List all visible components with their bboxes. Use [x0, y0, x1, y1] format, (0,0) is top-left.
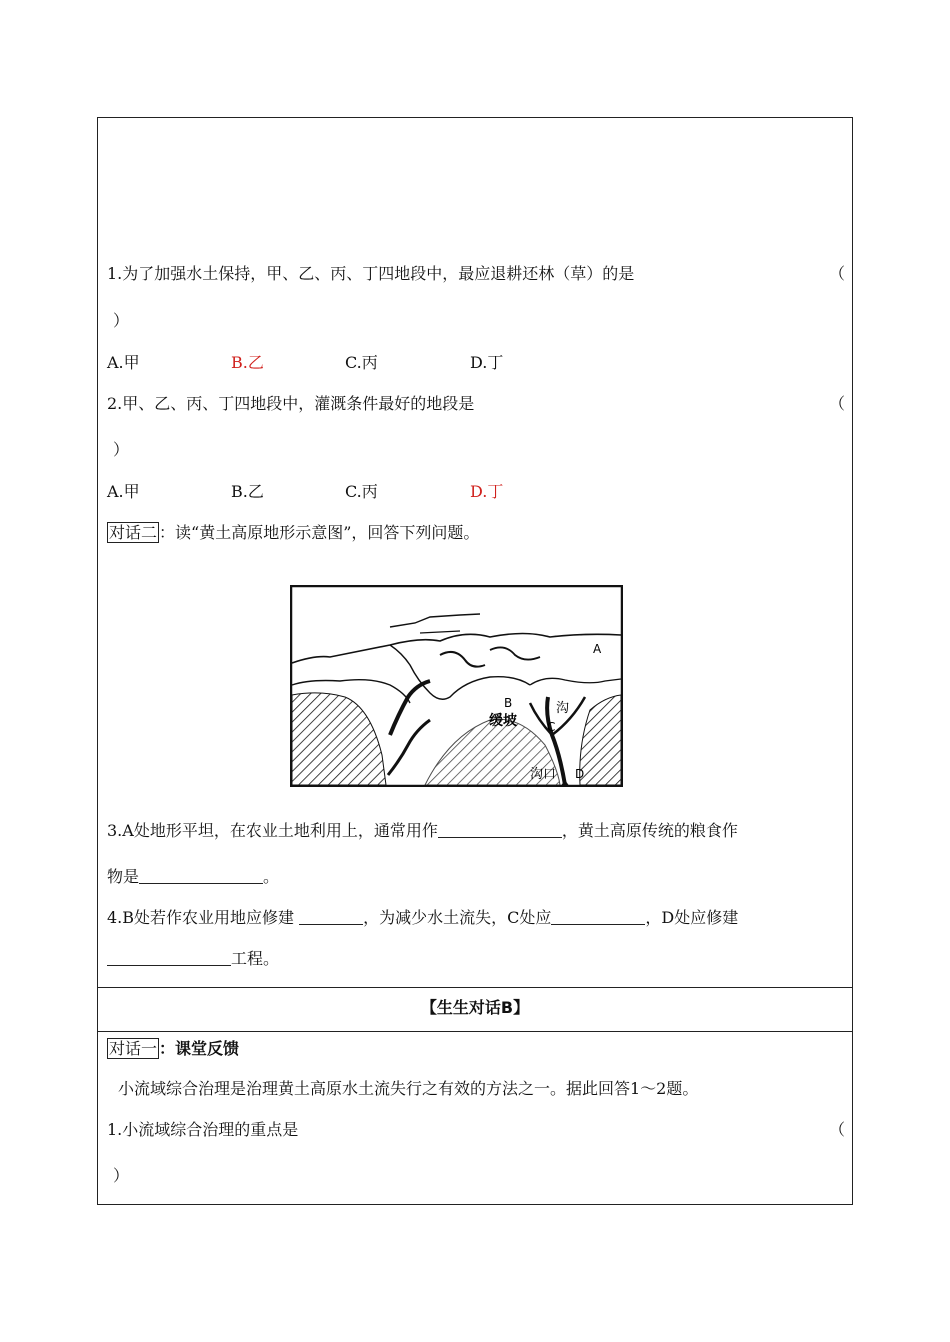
q2-paren-open: （ [829, 394, 846, 413]
figure-label-gully: 沟 [556, 701, 570, 716]
q3-line-1 [107, 821, 738, 841]
q4-text-4: 工程。 [231, 949, 280, 968]
q3-blank-1[interactable] [438, 821, 562, 838]
q4-line-1 [107, 908, 738, 928]
q4-text-2: ，为减少水土流失，C处应 [363, 908, 552, 927]
q5-paren-close: ） [113, 1166, 130, 1185]
q3-blank-2[interactable] [139, 867, 263, 884]
q2-paren-close: ） [113, 440, 130, 459]
q1-paren-close: ） [113, 311, 130, 330]
figure-label-c: C [547, 720, 556, 734]
divider-line-top [97, 987, 853, 988]
dialog1-line [107, 1039, 239, 1059]
q5-paren-open: （ [829, 1120, 846, 1139]
q1-option-a: A.甲 [107, 353, 140, 372]
q2-stem: 2.甲、乙、丙、丁四地段中，灌溉条件最好的地段是 [107, 394, 475, 413]
loess-plateau-diagram [290, 585, 623, 787]
dialog2-label: 对话二 [109, 523, 158, 542]
q3-text-3: 物是 [107, 867, 140, 886]
dialog2-text: ：读“黄土高原地形示意图”，回答下列问题。 [159, 523, 480, 542]
q4-text-3: ，D处应修建 [645, 908, 739, 927]
figure-label-a: A [593, 642, 602, 656]
q3-text-1: 3.A处地形平坦，在农业土地利用上，通常用作 [107, 821, 438, 840]
section-b-title: 【生生对话B】 [420, 998, 530, 1017]
q5-stem: 1.小流域综合治理的重点是 [107, 1120, 299, 1139]
q4-blank-3[interactable] [107, 949, 231, 966]
dialog2-line [107, 523, 479, 543]
q4-line-2 [107, 949, 279, 969]
q3-text-2: ，黄土高原传统的粮食作 [561, 821, 738, 840]
q2-option-c: C.丙 [345, 482, 378, 501]
q1-option-b: B.乙 [231, 353, 264, 372]
q3-text-4: 。 [263, 867, 280, 886]
q2-option-d: D.丁 [470, 482, 504, 501]
figure-label-b: B [504, 696, 513, 710]
figure-label-d: D [575, 767, 585, 781]
q4-blank-1[interactable] [299, 908, 363, 925]
figure-label-mouth: 沟口 [530, 767, 557, 782]
q1-paren-open: （ [829, 264, 846, 283]
q1-option-d: D.丁 [470, 353, 504, 372]
q3-line-2 [107, 867, 279, 887]
q2-option-b: B.乙 [231, 482, 264, 501]
q1-option-c: C.丙 [345, 353, 378, 372]
dialog1-text: ：课堂反馈 [159, 1039, 240, 1058]
dialog1-label: 对话一 [109, 1039, 158, 1058]
q1-stem: 1.为了加强水土保持，甲、乙、丙、丁四地段中，最应退耕还林（草）的是 [107, 264, 635, 283]
q4-blank-2[interactable] [551, 908, 645, 925]
q2-option-a: A.甲 [107, 482, 140, 501]
divider-line-bottom [97, 1031, 853, 1032]
figure-label-slope: 缓坡 [489, 713, 517, 729]
q4-text-1: 4.B处若作农业用地应修建 [107, 908, 295, 927]
intro-text: 小流域综合治理是治理黄土高原水土流失行之有效的方法之一。据此回答1～2题。 [118, 1079, 699, 1098]
